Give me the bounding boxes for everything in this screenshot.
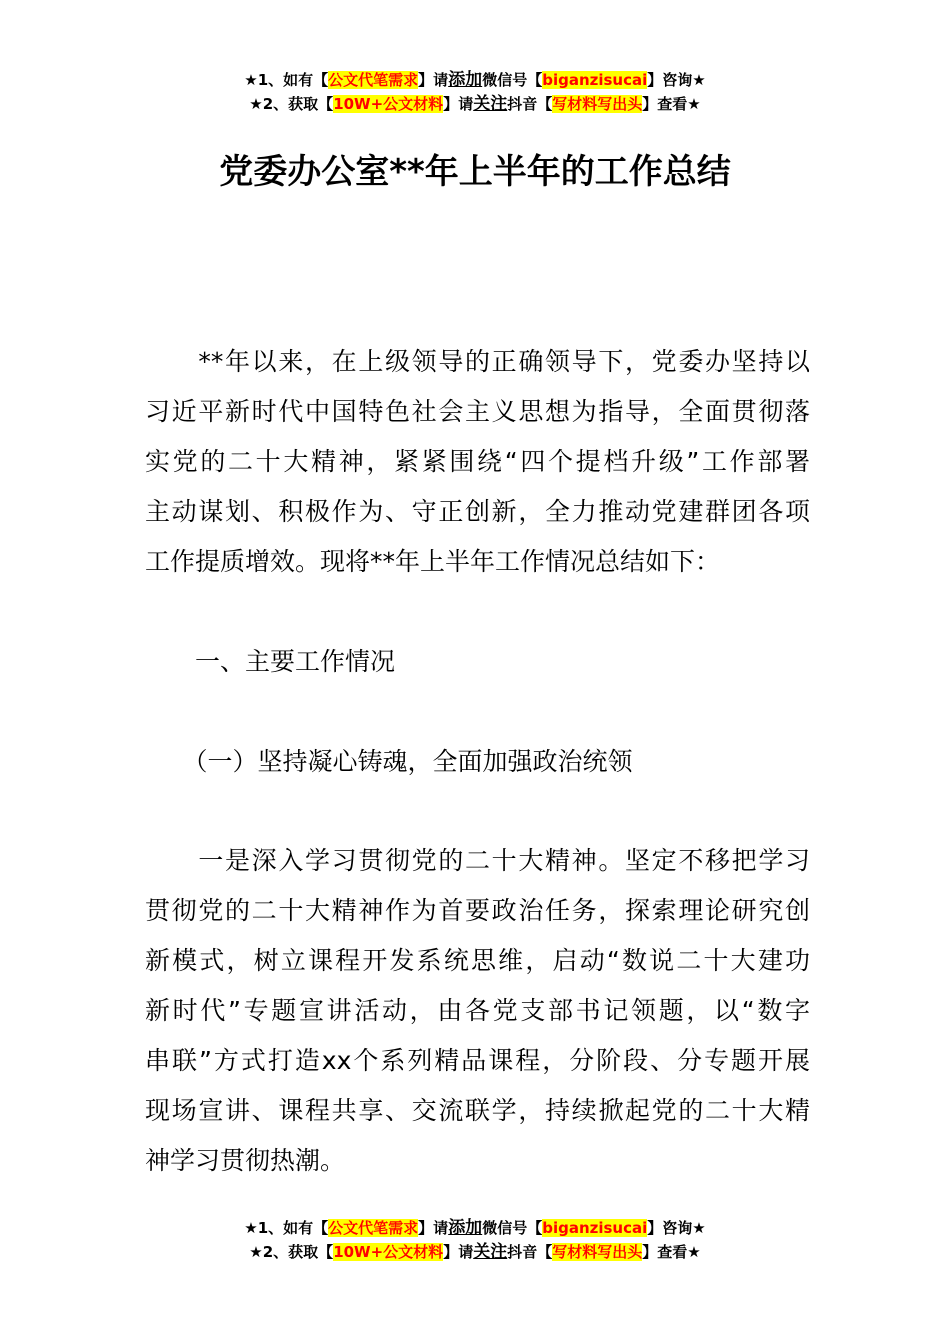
ad-highlight: 10W+公文材料	[333, 1243, 444, 1261]
ad-text: 抖音【	[507, 1243, 553, 1261]
ad-text: ★2、获取【	[249, 1243, 334, 1261]
header-ad-line-1	[0, 68, 950, 92]
ad-text: 】请	[418, 1219, 449, 1237]
paragraph-line: 实党的二十大精神，紧紧围绕“四个提档升级”工作部署	[145, 447, 810, 476]
ad-emphasis: 添加	[448, 1218, 483, 1238]
paragraph-line: **年以来，在上级领导的正确领导下，党委办坚持以	[145, 347, 810, 376]
footer-ad-banner	[0, 1216, 950, 1264]
ad-text: 微信号【	[482, 1219, 543, 1237]
paragraph-line: 习近平新时代中国特色社会主义思想为指导，全面贯彻落	[145, 397, 810, 426]
ad-text: 抖音【	[507, 95, 553, 113]
ad-emphasis: 关注	[473, 94, 508, 114]
footer-ad-line-2	[0, 1240, 950, 1264]
ad-text: 】查看★	[642, 95, 701, 113]
document-title: 党委办公室**年上半年的工作总结	[219, 152, 731, 192]
paragraph-line: 新模式，树立课程开发系统思维，启动“数说二十大建功	[145, 946, 810, 975]
footer-ad-line-1	[0, 1216, 950, 1240]
ad-text: 】咨询★	[647, 1219, 706, 1237]
paragraph-line: 一是深入学习贯彻党的二十大精神。坚定不移把学习	[145, 846, 810, 875]
paragraph-line: 现场宣讲、课程共享、交流联学，持续掀起党的二十大精	[145, 1096, 810, 1125]
paragraph-line: 神学习贯彻热潮。	[145, 1146, 346, 1175]
paragraph-line: 贯彻党的二十大精神作为首要政治任务，探索理论研究创	[145, 896, 810, 925]
ad-text: ★1、如有【	[244, 1219, 329, 1237]
ad-emphasis: 添加	[448, 70, 483, 90]
paragraph-line: 新时代”专题宣讲活动，由各党支部书记领题，以“数字	[145, 996, 810, 1025]
subsection-heading-text: （一）坚持凝心铸魂，全面加强政治统领	[145, 747, 633, 776]
ad-highlight: biganzisucai	[542, 1219, 648, 1237]
paragraph-line: 工作提质增效。现将**年上半年工作情况总结如下：	[145, 547, 721, 576]
header-ad-line-2	[0, 92, 950, 116]
ad-highlight: 10W+公文材料	[333, 95, 444, 113]
header-ad-banner	[0, 68, 950, 116]
ad-text: 微信号【	[482, 71, 543, 89]
intro-paragraph	[145, 337, 810, 587]
subsection-heading	[145, 737, 810, 787]
ad-highlight: 写材料写出头	[552, 95, 643, 113]
ad-text: 】请	[443, 1243, 474, 1261]
ad-text: ★1、如有【	[244, 71, 329, 89]
section-heading-text: 一、主要工作情况	[145, 647, 396, 676]
ad-highlight: 写材料写出头	[552, 1243, 643, 1261]
ad-highlight: biganzisucai	[542, 71, 648, 89]
ad-text: 】请	[443, 95, 474, 113]
paragraph-line: 主动谋划、积极作为、守正创新，全力推动党建群团各项	[145, 497, 810, 526]
section-heading	[145, 637, 810, 687]
ad-text: 】查看★	[642, 1243, 701, 1261]
ad-highlight: 公文代笔需求	[328, 1219, 419, 1237]
paragraph-line: 串联”方式打造xx个系列精品课程，分阶段、分专题开展	[145, 1046, 810, 1075]
ad-emphasis: 关注	[473, 1242, 508, 1262]
ad-highlight: 公文代笔需求	[328, 71, 419, 89]
body-paragraph	[145, 836, 810, 1186]
ad-text: 】请	[418, 71, 449, 89]
ad-text: ★2、获取【	[249, 95, 334, 113]
ad-text: 】咨询★	[647, 71, 706, 89]
